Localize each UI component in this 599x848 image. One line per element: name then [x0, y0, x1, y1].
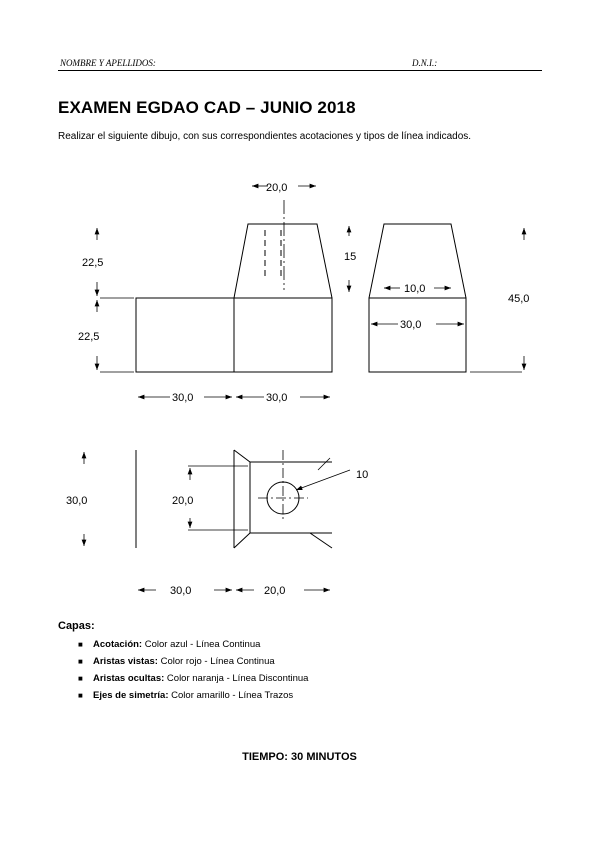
exam-time: TIEMPO: 30 MINUTOS: [242, 751, 357, 763]
dim-plan-inner: 20,0: [172, 495, 194, 507]
dim-right-width: 30,0: [266, 392, 288, 404]
layer-name: Ejes de simetría:: [93, 690, 169, 701]
front-view: [100, 200, 332, 372]
layers-list: [58, 636, 308, 704]
exam-title: EXAMEN EGDAO CAD – JUNIO 2018: [58, 98, 356, 117]
dim-plan-left: 30,0: [170, 585, 192, 597]
dim-plan-depth: 30,0: [66, 495, 88, 507]
layer-desc: Color azul - Línea Continua: [142, 639, 261, 650]
name-label: NOMBRE Y APELLIDOS:: [60, 58, 156, 68]
layer-item: [58, 687, 308, 704]
layer-desc: Color rojo - Línea Continua: [157, 656, 275, 667]
dni-label: D.N.I.:: [412, 58, 438, 68]
side-dimensions: [371, 228, 524, 370]
layer-item: [58, 653, 308, 670]
dim-upper-height: 22,5: [82, 257, 104, 269]
bullet-icon: ■: [78, 691, 83, 700]
layer-item: [58, 670, 308, 687]
dim-left-width: 30,0: [172, 392, 194, 404]
side-view: [369, 224, 522, 372]
bullet-icon: ■: [78, 657, 83, 666]
layer-name: Aristas ocultas:: [93, 673, 165, 684]
dim-total-height: 45,0: [508, 293, 530, 305]
dim-lower-height: 22,5: [78, 331, 100, 343]
layer-desc: Color amarillo - Línea Trazos: [168, 690, 294, 701]
bullet-icon: ■: [78, 674, 83, 683]
layer-name: Acotación:: [93, 639, 143, 650]
dim-side-top: 10,0: [404, 283, 426, 295]
layer-item: [58, 636, 308, 653]
dim-plan-right: 20,0: [264, 585, 286, 597]
layers-title: Capas:: [58, 620, 95, 632]
plan-dimensions: [84, 452, 330, 590]
dim-hole: 10: [356, 469, 369, 481]
instructions: Realizar el siguiente dibujo, con sus correspondientes acotaciones y tipos de línea indicados.: [58, 131, 472, 142]
front-dimensions: [97, 186, 349, 397]
dim-side-bottom: 30,0: [400, 319, 422, 331]
bullet-icon: ■: [78, 640, 83, 649]
dim-top-width: 20,0: [266, 182, 288, 194]
layer-name: Aristas vistas:: [93, 656, 158, 667]
plan-view: [136, 450, 350, 548]
layer-desc: Color naranja - Línea Discontinua: [164, 673, 309, 684]
dim-taper: 15: [344, 251, 357, 263]
